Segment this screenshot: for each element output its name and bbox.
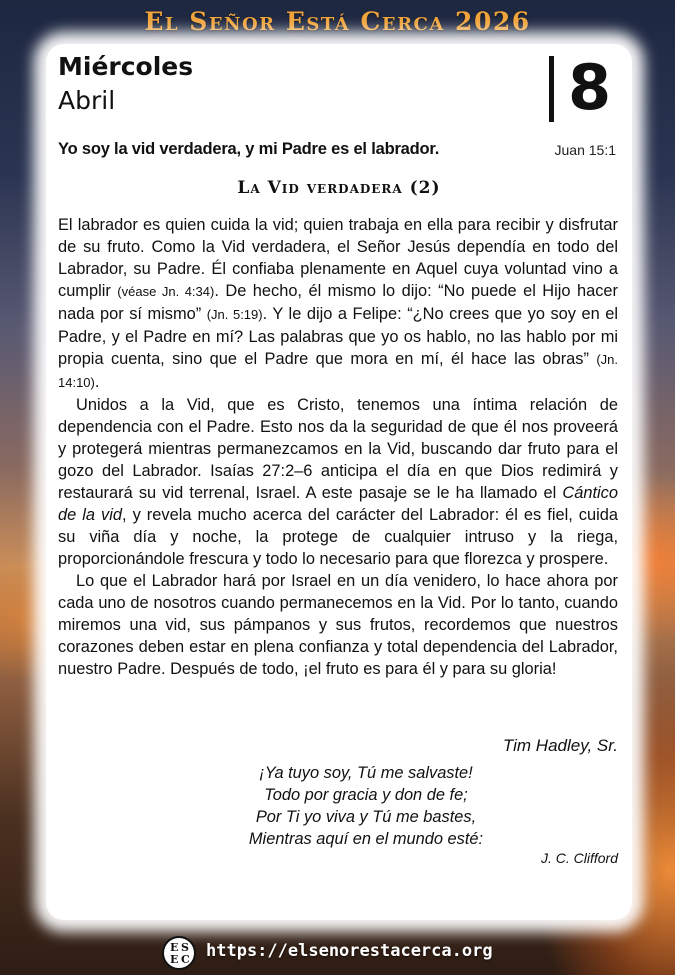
article-title: La Vid verdadera (2) bbox=[237, 178, 441, 198]
text-run: Unidos a la Vid, que es Cristo, tenemos una íntima relación de dependencia con el Padre. Esto nos da la seguridad de que él nos proveerá y protegerá mientras permanezcamos en la Vid, buscando dar fruto para el gozo del Labrador. Isaías 27:2–6 anticipa el día en que Dios redimirá y restaurará su vid terrenal, Israel. A este pasaje se le ha llamado el bbox=[58, 396, 618, 502]
citation: (Jn. 14:10) bbox=[58, 352, 618, 390]
devotional-card bbox=[46, 44, 632, 920]
weekday-label: Miércoles bbox=[58, 52, 194, 81]
website-link[interactable]: https://elsenorestacerca.org bbox=[206, 941, 493, 961]
text-run: El labrador es quien cuida la vid; quien trabaja en ella para recibir y disfrutar de su fruto. Como la Vid verdadera, el Señor Jesús dependía en todo del Labrador, su Padre. Él confiaba plenamente en Aquel cuya voluntad vino a cumplir bbox=[58, 216, 618, 300]
text-run: , y revela mucho acerca del carácter del Labrador: él es fiel, cuida su viña día y noche, la protege de cualquier intruso y la riega, proporcionándole frescura y todo lo necesario para que florezca y prospere. bbox=[58, 506, 618, 568]
poem-line: Todo por gracia y don de fe; bbox=[264, 786, 468, 804]
text-run: . De hecho, él mismo lo dijo: “No puede el Hijo hacer nada por sí mismo” bbox=[58, 282, 618, 323]
poem-line: ¡Ya tuyo soy, Tú me salvaste! bbox=[259, 764, 473, 782]
paragraph-2 bbox=[58, 394, 618, 570]
italic-title: Cántico de la vid bbox=[58, 484, 618, 524]
article-body bbox=[58, 214, 618, 680]
citation: (véase Jn. 4:34) bbox=[117, 284, 215, 299]
poem-author: J. C. Clifford bbox=[540, 850, 618, 866]
key-verse: Yo soy la vid verdadera, y mi Padre es el labrador. bbox=[58, 140, 440, 158]
poem-line: Por Ti yo viva y Tú me bastes, bbox=[255, 808, 477, 826]
logo-icon bbox=[162, 936, 196, 970]
article-author: Tim Hadley, Sr. bbox=[502, 736, 618, 755]
text-run: . bbox=[94, 373, 100, 391]
logo-letter: E bbox=[170, 941, 179, 954]
poem-line: Mientras aquí en el mundo esté: bbox=[248, 830, 484, 848]
footer bbox=[0, 933, 675, 973]
logo-letter: E bbox=[170, 953, 179, 966]
poem bbox=[46, 762, 675, 850]
citation: (Jn. 5:19) bbox=[206, 307, 263, 322]
publication-title: El Señor Está Cerca 2026 bbox=[144, 7, 531, 36]
day-number: 8 bbox=[568, 51, 612, 124]
logo-letter: C bbox=[181, 953, 190, 966]
month-label: Abril bbox=[58, 86, 116, 115]
paragraph-3: Lo que el Labrador hará por Israel en un día venidero, lo hace ahora por cada uno de nosotros cuando permanecemos en la Vid. Por lo tanto, cuando miremos una vid, sus pámpanos y sus frutos, recordemos que nuestros corazones deben estar en plena confianza y total dependencia del Labrador, nuestro Padre. Después de todo, ¡el fruto es para él y para su gloria! bbox=[58, 572, 618, 678]
verse-reference: Juan 15:1 bbox=[554, 142, 616, 158]
logo-letter: S bbox=[181, 941, 189, 954]
text-run: . Y le dijo a Felipe: “¿No crees que yo soy en el Padre, y el Padre en mí? Las palabras que yo os hablo, no las hablo por mi propia cuenta, sino que el Padre que mora en mí, él hace las obras” bbox=[58, 305, 619, 368]
paragraph-1 bbox=[58, 214, 618, 394]
date-divider bbox=[549, 56, 554, 122]
